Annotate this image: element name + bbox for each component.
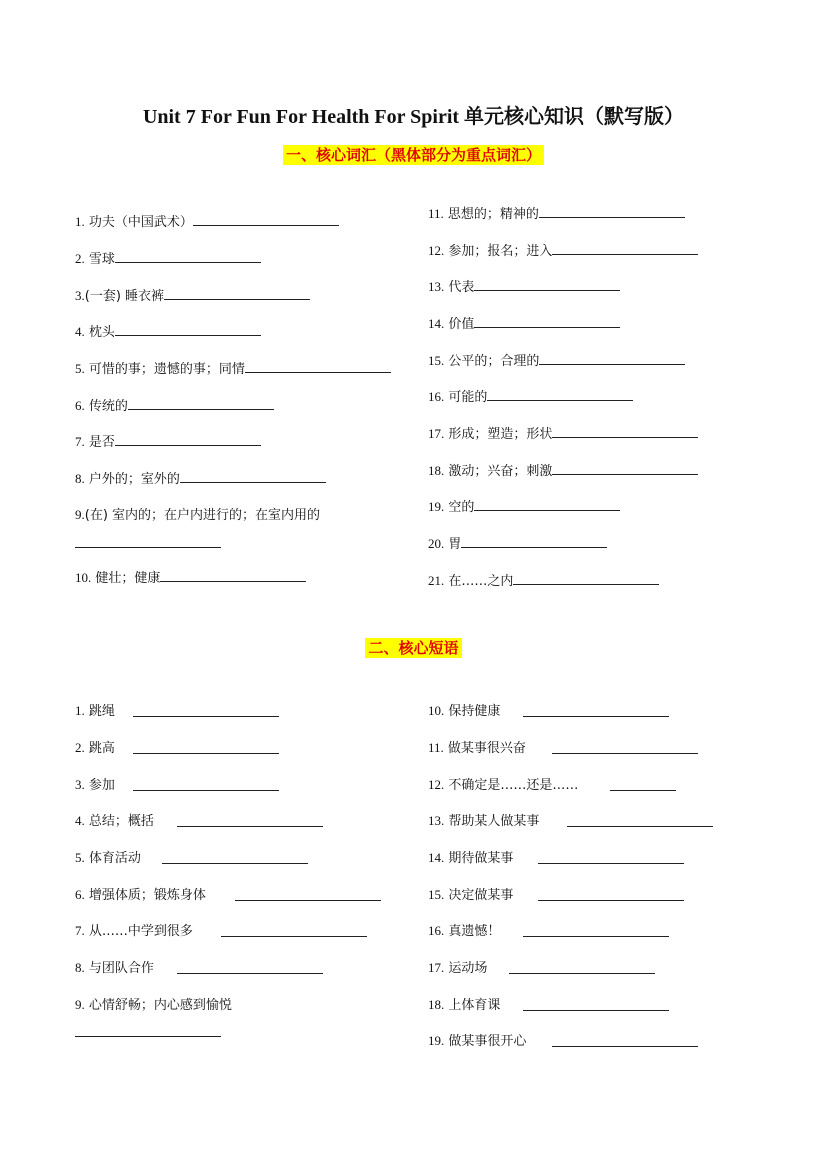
section-heading-text: 二、核心短语 bbox=[365, 638, 461, 658]
item-number: 6. bbox=[75, 887, 85, 902]
vocab-item bbox=[75, 432, 261, 450]
item-text: 做某事很兴奋 bbox=[447, 741, 526, 756]
item-number: 2. bbox=[75, 740, 85, 755]
item-number: 15. bbox=[428, 887, 445, 902]
item-number: 5. bbox=[75, 850, 85, 865]
phrase-item bbox=[75, 776, 115, 794]
item-text: 可能的 bbox=[448, 390, 488, 405]
answer-blank[interactable] bbox=[162, 863, 308, 864]
vocab-item bbox=[428, 571, 659, 589]
item-number: 14. bbox=[428, 850, 445, 865]
phrase-item bbox=[428, 922, 500, 940]
section-heading-phrases bbox=[0, 637, 827, 658]
phrase-item bbox=[75, 702, 115, 720]
phrase-item bbox=[75, 812, 154, 830]
item-number: 18. bbox=[428, 997, 445, 1012]
vocab-item bbox=[428, 387, 633, 405]
item-number: 11. bbox=[428, 740, 444, 755]
item-number: 3. bbox=[75, 777, 85, 792]
vocab-item bbox=[75, 469, 326, 487]
item-text: 公平的；合理的 bbox=[448, 354, 540, 369]
item-text: 与团队合作 bbox=[88, 961, 154, 976]
item-number: 10. bbox=[75, 570, 92, 585]
section-heading-vocabulary bbox=[0, 144, 827, 165]
item-number: 13. bbox=[428, 279, 445, 294]
answer-blank[interactable] bbox=[487, 387, 633, 401]
answer-blank[interactable] bbox=[75, 1036, 221, 1037]
item-number: 6. bbox=[75, 398, 85, 413]
item-number: 7. bbox=[75, 434, 85, 449]
item-number: 18. bbox=[428, 463, 445, 478]
page-title: Unit 7 For Fun For Health For Spirit 单元核心知识（默写版） bbox=[142, 106, 685, 128]
item-number: 11. bbox=[428, 206, 444, 221]
item-number: 14. bbox=[428, 316, 445, 331]
item-text: 参加；报名；进入 bbox=[448, 244, 553, 259]
answer-blank[interactable] bbox=[221, 936, 367, 937]
item-number: 8. bbox=[75, 960, 85, 975]
item-number: 21. bbox=[428, 573, 445, 588]
answer-blank[interactable] bbox=[193, 212, 339, 226]
answer-blank[interactable] bbox=[75, 547, 221, 548]
phrase-item bbox=[428, 776, 578, 794]
phrase-item bbox=[75, 959, 154, 977]
vocab-item bbox=[75, 212, 339, 230]
vocab-item bbox=[428, 424, 698, 442]
item-number: 1. bbox=[75, 214, 85, 229]
vocab-item bbox=[428, 461, 698, 479]
vocab-item bbox=[428, 314, 620, 332]
item-text: 激动；兴奋；刺激 bbox=[448, 464, 553, 479]
phrase-item bbox=[75, 739, 115, 757]
answer-blank[interactable] bbox=[235, 900, 381, 901]
item-number: 19. bbox=[428, 499, 445, 514]
item-text: 运动场 bbox=[448, 961, 488, 976]
vocab-item bbox=[428, 497, 620, 515]
answer-blank[interactable] bbox=[474, 497, 620, 511]
answer-blank[interactable] bbox=[245, 359, 391, 373]
phrase-item bbox=[428, 849, 513, 867]
vocab-item bbox=[428, 351, 685, 369]
item-text: 代表 bbox=[448, 280, 475, 295]
item-text: (在) 室内的；在户内进行的；在室内用的 bbox=[84, 508, 321, 523]
answer-blank[interactable] bbox=[133, 790, 279, 791]
vocab-item bbox=[75, 396, 274, 414]
vocab-item bbox=[75, 249, 261, 267]
item-text: 从……中学到很多 bbox=[88, 924, 193, 939]
item-text: 功夫（中国武术） bbox=[88, 215, 193, 230]
item-text: 期待做某事 bbox=[448, 851, 514, 866]
item-number: 9. bbox=[75, 507, 85, 522]
phrase-item bbox=[75, 849, 141, 867]
item-number: 12. bbox=[428, 777, 445, 792]
answer-blank[interactable] bbox=[160, 568, 306, 582]
answer-blank[interactable] bbox=[115, 322, 261, 336]
item-number: 4. bbox=[75, 813, 85, 828]
item-number: 8. bbox=[75, 471, 85, 486]
item-number: 17. bbox=[428, 426, 445, 441]
answer-blank[interactable] bbox=[115, 432, 261, 446]
answer-blank[interactable] bbox=[115, 249, 261, 263]
item-number: 1. bbox=[75, 703, 85, 718]
item-text: 健壮；健康 bbox=[95, 571, 161, 586]
answer-blank[interactable] bbox=[567, 826, 713, 827]
item-text: (一套) 睡衣裤 bbox=[84, 289, 165, 304]
item-text: 思想的；精神的 bbox=[447, 207, 539, 222]
phrase-item bbox=[428, 812, 539, 830]
answer-blank[interactable] bbox=[177, 826, 323, 827]
vocab-item bbox=[75, 286, 310, 304]
item-number: 10. bbox=[428, 703, 445, 718]
vocab-item bbox=[428, 534, 607, 552]
item-text: 形成；塑造；形状 bbox=[448, 427, 553, 442]
item-text: 保持健康 bbox=[448, 704, 501, 719]
item-text: 体育活动 bbox=[88, 851, 141, 866]
item-number: 3. bbox=[75, 288, 85, 303]
item-text: 可惜的事；遗憾的事；同情 bbox=[88, 362, 245, 377]
item-text: 总结；概括 bbox=[88, 814, 154, 829]
phrase-item bbox=[75, 996, 232, 1014]
item-text: 空的 bbox=[448, 500, 475, 515]
item-text: 心情舒畅；内心感到愉悦 bbox=[88, 998, 232, 1013]
phrase-item bbox=[75, 922, 193, 940]
item-number: 7. bbox=[75, 923, 85, 938]
answer-blank[interactable] bbox=[461, 534, 607, 548]
item-text: 雪球 bbox=[88, 252, 115, 267]
phrase-item bbox=[428, 1032, 526, 1050]
phrase-item bbox=[428, 996, 500, 1014]
answer-blank[interactable] bbox=[538, 900, 684, 901]
answer-blank[interactable] bbox=[164, 286, 310, 300]
vocab-item bbox=[75, 568, 306, 586]
item-text: 户外的；室外的 bbox=[88, 472, 180, 487]
item-text: 传统的 bbox=[88, 399, 128, 414]
item-text: 价值 bbox=[448, 317, 475, 332]
item-text: 上体育课 bbox=[448, 998, 501, 1013]
answer-blank[interactable] bbox=[539, 351, 685, 365]
vocab-item bbox=[428, 241, 698, 259]
answer-blank[interactable] bbox=[552, 424, 698, 438]
item-text: 增强体质；锻炼身体 bbox=[88, 888, 206, 903]
item-text: 参加 bbox=[88, 778, 115, 793]
item-number: 15. bbox=[428, 353, 445, 368]
answer-blank[interactable] bbox=[552, 461, 698, 475]
item-text: 枕头 bbox=[88, 325, 115, 340]
vocab-item bbox=[75, 359, 391, 377]
section-heading-text: 一、核心词汇（黑体部分为重点词汇） bbox=[283, 145, 544, 165]
item-text: 跳高 bbox=[88, 741, 115, 756]
answer-blank[interactable] bbox=[474, 277, 620, 291]
answer-blank[interactable] bbox=[523, 1010, 669, 1011]
answer-blank[interactable] bbox=[509, 973, 655, 974]
vocab-item bbox=[75, 506, 320, 524]
item-text: 做某事很开心 bbox=[448, 1034, 527, 1049]
answer-blank[interactable] bbox=[133, 716, 279, 717]
vocab-item bbox=[75, 322, 261, 340]
phrase-item bbox=[428, 739, 526, 757]
item-number: 5. bbox=[75, 361, 85, 376]
answer-blank[interactable] bbox=[539, 204, 685, 218]
item-number: 19. bbox=[428, 1033, 445, 1048]
vocab-item bbox=[428, 277, 620, 295]
answer-blank[interactable] bbox=[177, 973, 323, 974]
item-text: 真遗憾！ bbox=[448, 924, 501, 939]
item-text: 胃 bbox=[448, 537, 462, 552]
phrase-item bbox=[428, 702, 500, 720]
answer-blank[interactable] bbox=[610, 790, 676, 791]
item-number: 4. bbox=[75, 324, 85, 339]
item-text: 不确定是……还是…… bbox=[448, 778, 579, 793]
phrase-item bbox=[428, 959, 487, 977]
answer-blank[interactable] bbox=[523, 936, 669, 937]
answer-blank[interactable] bbox=[552, 1046, 698, 1047]
answer-blank[interactable] bbox=[180, 469, 326, 483]
item-text: 帮助某人做某事 bbox=[448, 814, 540, 829]
item-number: 16. bbox=[428, 923, 445, 938]
item-number: 16. bbox=[428, 389, 445, 404]
answer-blank[interactable] bbox=[523, 716, 669, 717]
answer-blank[interactable] bbox=[552, 753, 698, 754]
item-text: 是否 bbox=[88, 435, 115, 450]
answer-blank[interactable] bbox=[552, 241, 698, 255]
phrase-item bbox=[428, 886, 513, 904]
item-number: 12. bbox=[428, 243, 445, 258]
answer-blank[interactable] bbox=[513, 571, 659, 585]
item-number: 9. bbox=[75, 997, 85, 1012]
answer-blank[interactable] bbox=[538, 863, 684, 864]
answer-blank[interactable] bbox=[133, 753, 279, 754]
item-number: 13. bbox=[428, 813, 445, 828]
item-text: 跳绳 bbox=[88, 704, 115, 719]
item-number: 20. bbox=[428, 536, 445, 551]
item-text: 在……之内 bbox=[448, 574, 514, 589]
vocab-item bbox=[428, 204, 685, 222]
answer-blank[interactable] bbox=[128, 396, 274, 410]
item-number: 2. bbox=[75, 251, 85, 266]
item-text: 决定做某事 bbox=[448, 888, 514, 903]
item-number: 17. bbox=[428, 960, 445, 975]
answer-blank[interactable] bbox=[474, 314, 620, 328]
phrase-item bbox=[75, 886, 206, 904]
